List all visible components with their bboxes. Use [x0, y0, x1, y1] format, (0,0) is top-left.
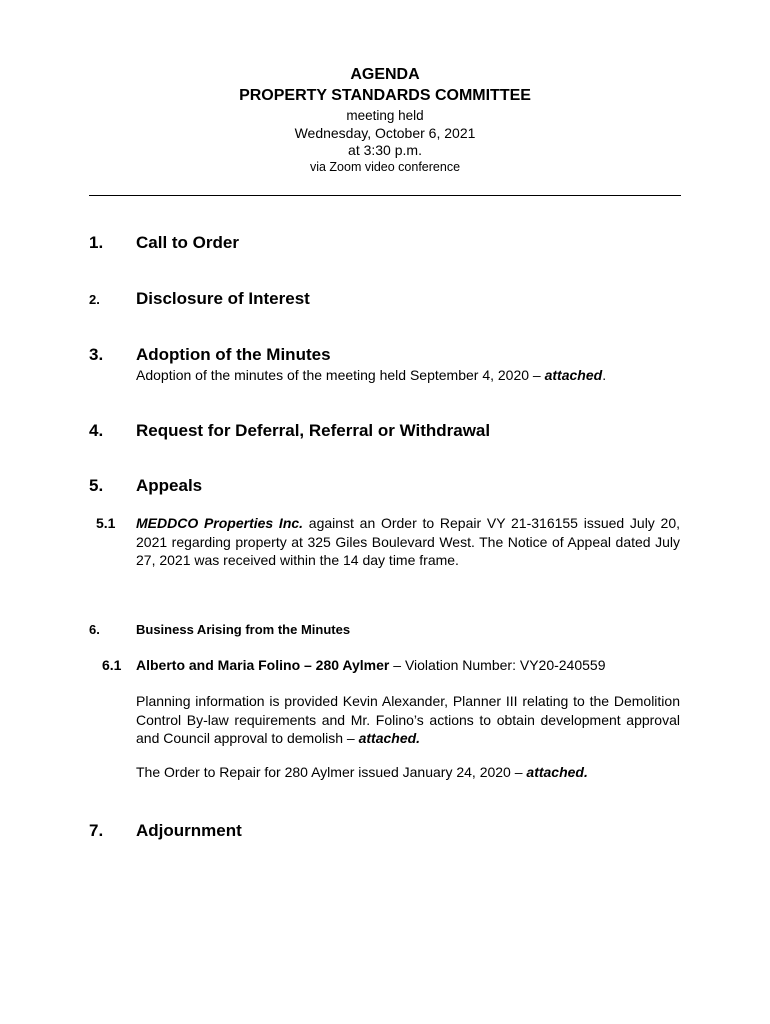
committee-name: PROPERTY STANDARDS COMMITTEE: [239, 87, 531, 104]
property-owner: Alberto and Maria Folino – 280 Aylmer: [136, 657, 390, 673]
document-title: AGENDA: [350, 66, 420, 83]
item-2-number: 2.: [89, 292, 100, 307]
meeting-time: at 3:30 p.m.: [348, 142, 422, 158]
item-6-1-heading: Alberto and Maria Folino – 280 Aylmer – Violation Number: VY20-240559: [136, 657, 606, 673]
item-5-title: Appeals: [136, 476, 203, 495]
item-3-number: 3.: [89, 345, 104, 364]
attachment-note: attached: [544, 367, 603, 383]
item-6-number: 6.: [89, 622, 100, 637]
item-3-description: Adoption of the minutes of the meeting held September 4, 2020 – attached.: [136, 367, 607, 383]
item-6-1-paragraph-1: Planning information is provided Kevin Alexander, Planner III relating to the Demolition Control By-law requirements and Mr. Folino’s actions to obtain development approval and Council approval to demolish – attached.: [136, 693, 680, 746]
item-7-title: Adjournment: [136, 821, 242, 840]
item-7-number: 7.: [89, 821, 104, 840]
meeting-held-label: meeting held: [346, 108, 424, 123]
item-6-1-number: 6.1: [102, 657, 122, 673]
item-6-1-paragraph-2: The Order to Repair for 280 Aylmer issued January 24, 2020 – attached.: [136, 764, 588, 780]
meeting-date: Wednesday, October 6, 2021: [294, 125, 476, 141]
item-6-title: Business Arising from the Minutes: [136, 622, 351, 637]
appellant-name: MEDDCO Properties Inc.: [136, 515, 304, 531]
attachment-note: attached.: [358, 730, 421, 746]
item-5-1-description: MEDDCO Properties Inc. against an Order to Repair VY 21-316155 issued July 20, 2021 regarding property at 325 Giles Boulevard West. The Notice of Appeal dated July 27, 2021 was received within the 14 day time frame.: [136, 515, 680, 568]
meeting-venue: via Zoom video conference: [309, 160, 461, 174]
item-5-1-number: 5.1: [96, 515, 116, 531]
item-5-number: 5.: [89, 476, 104, 495]
item-2-title: Disclosure of Interest: [136, 289, 310, 308]
header-divider: [89, 195, 681, 196]
item-4-number: 4.: [89, 421, 104, 440]
item-1-number: 1.: [89, 233, 104, 252]
item-1-title: Call to Order: [136, 233, 239, 252]
item-4-title: Request for Deferral, Referral or Withdrawal: [136, 421, 491, 440]
item-3-title: Adoption of the Minutes: [136, 345, 331, 364]
attachment-note: attached.: [526, 764, 588, 780]
